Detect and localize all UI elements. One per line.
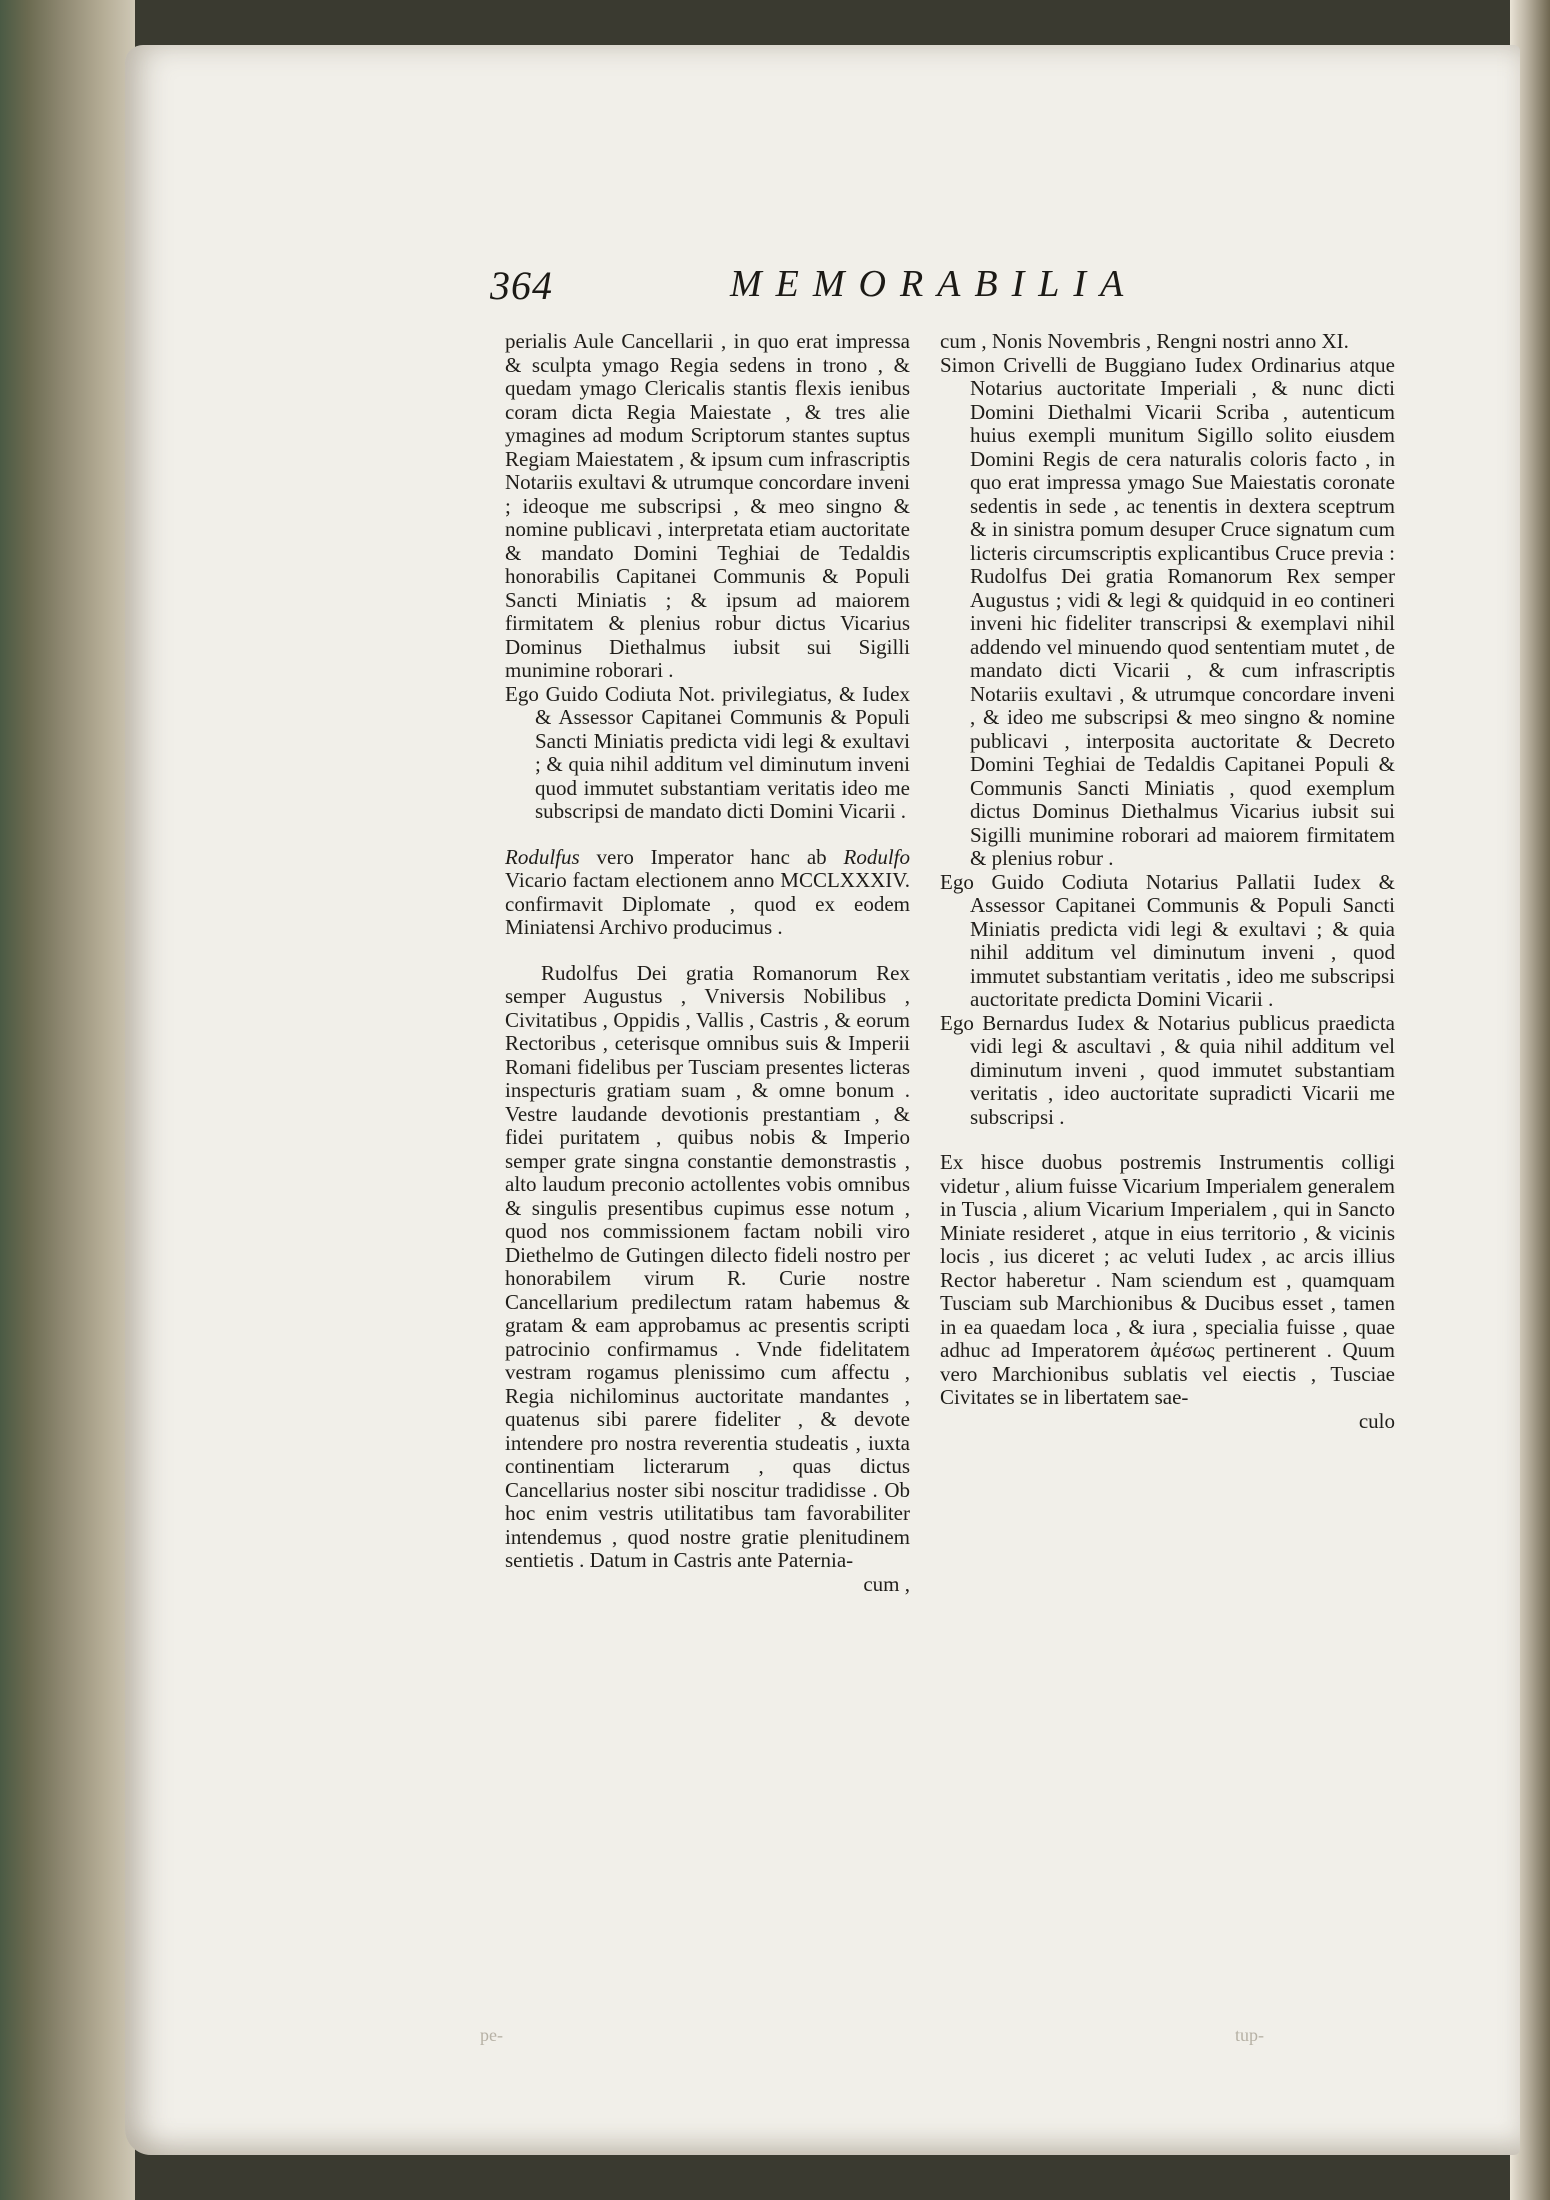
paragraph: cum , Nonis Novembris , Rengni nostri anno XI.: [940, 329, 1349, 353]
bleed-through-right: tup-: [1235, 2025, 1264, 2045]
page-number: 364: [490, 263, 553, 308]
catchword: cum ,: [863, 1571, 910, 1596]
catchword: culo: [1358, 1408, 1395, 1433]
bleed-through-left: pe-: [480, 2025, 503, 2045]
book-left-edge: [0, 0, 135, 2200]
paragraph: Ego Guido Codiuta Not. privilegiatus, & Iudex & Assessor Capitanei Communis & Populi Sancti Miniatis predicta vidi legi & exultavi ; & quia nihil additum vel diminutum inveni quod immutet substantiam veritatis ideo me subscripsi de mandato dicti Domini Vicarii .: [505, 681, 910, 823]
running-title: MEMORABILIA: [730, 263, 1138, 305]
left-column: [505, 330, 910, 1596]
paragraph: Simon Crivelli de Buggiano Iudex Ordinarius atque Notarius auctoritate Imperiali , & nunc dicti Domini Diethalmi Vicarii Scriba , autenticum huius exempli munitum Sigillo solito eiusdem Domini Regis de cera naturalis coloris facto , in quo erat impressa ymago Sue Maiestatis coronate sedentis in sede , ac tenentis in dextera sceptrum & in sinistra pomum desuper Cruce signatum cum licteris circumscriptis explicantibus Cruce previa : Rudolfus Dei gratia Romanorum Rex semper Augustus ; vidi & legi & quidquid in eo contineri inveni hic fideliter transcripsi & exemplavi nihil addendo vel minuendo quod sententiam mutet , de mandato dicti Vicarii , & cum infrascriptis Notariis exultavi , & utrumque concordare inveni , & ideo me subscripsi & meo singno & nomine publicavi , interposita auctoritate & Decreto Domini Teghiai de Tedaldis Capitanei Populi & Communis Sancti Miniatis , quod exemplum dictus Dominus Diethalmus Vicarius iubsit sui Sigilli munimine roborari ad maiorem firmitatem & plenius robur .: [940, 352, 1395, 870]
paragraph: Rodulfus vero Imperator hanc ab Rodulfo Vicario factam electionem anno MCCLXXXIV. confirmavit Diplomate , quod ex eodem Miniatensi Archivo producimus .: [505, 844, 910, 939]
right-column: [940, 330, 1395, 1433]
paragraph: Rudolfus Dei gratia Romanorum Rex semper Augustus , Vniversis Nobilibus , Civitatibus , Oppidis , Vallis , Castris , & eorum Rectoribus , ceterisque omnibus suis & Imperii Romani fidelibus per Tusciam presentes licteras inspecturis gratiam suam , & omne bonum . Vestre laudande devotionis prestantiam , & fidei puritatem , quibus nobis & Imperio semper grate singna constantie demonstrastis , alto laudum preconio actollentes vobis omnibus & singulis presentibus cupimus esse notum , quod nos commissionem factam nobili viro Diethelmo de Gutingen dilecto fideli nostro per honorabilem virum R. Curie nostre Cancellarium predilectum ratam habemus & gratam & eam approbamus ac presentis scripti patrocinio confirmamus . Vnde fidelitatem vestram rogamus plenissimo cum affectu , Regia nichilominus auctoritate mandantes , quatenus sibi parere fideliter , & devote intendere pro nostra reverentia studeatis , iuxta continentiam licterarum , quas dictus Cancellarius noster sibi noscitur tradidisse . Ob hoc enim vestris utilitatibus tam favorabiliter intendemus , quod nostre gratie plenitudinem sentietis . Datum in Castris ante Paternia-: [505, 960, 910, 1572]
italic-name: Rodulfo: [843, 844, 910, 869]
paragraph-gap: [505, 940, 910, 962]
paragraph: perialis Aule Cancellarii , in quo erat impressa & sculpta ymago Regia sedens in trono , & quedam ymago Clericalis stantis flexis ienibus coram dicta Regia Maiestate , & tres alie ymagines ad modum Scriptorum stantes suptus Regiam Maiestatem , & ipsum cum infrascriptis Notariis exultavi & utrumque concordare inveni ; ideoque me subscripsi , & meo singno & nomine publicavi , interpretata etiam auctoritate & mandato Domini Teghiai de Tedaldis honorabilis Capitanei Communis & Populi Sancti Miniatis ; & ipsum ad maiorem firmitatem & plenius robur dictus Vicarius Dominus Diethalmus iubsit sui Sigilli munimine roborari .: [505, 329, 910, 682]
italic-name: Rodulfus: [505, 844, 580, 869]
paragraph: Ego Bernardus Iudex & Notarius publicus praedicta vidi legi & ascultavi , & quia nihil additum vel diminutum inveni , quod immutet substantiam veritatis , ideo auctoritate supradicti Vicarii me subscripsi .: [940, 1010, 1395, 1129]
running-head: [490, 262, 1370, 312]
paragraph-gap: [940, 1129, 1395, 1151]
paragraph-gap: [505, 824, 910, 846]
paragraph: Ego Guido Codiuta Notarius Pallatii Iudex & Assessor Capitanei Communis & Populi Sancti Miniatis predicta vidi legi & exultavi ; & quia nihil additum vel diminutum inveni , quod immutet substantiam veritatis , ideo me subscripsi auctoritate predicta Domini Vicarii .: [940, 869, 1395, 1011]
paragraph: Ex hisce duobus postremis Instrumentis colligi videtur , alium fuisse Vicarium Imperialem generalem in Tuscia , alium Vicarium Imperialem , qui in Sancto Miniate resideret , atque in eius territorio , & vicinis locis , ius diceret ; ac veluti Iudex , ac arcis illius Rector haberetur . Nam sciendum est , quamquam Tusciam sub Marchionibus & Ducibus esset , tamen in ea quaedam loca , & iura , specialia fuisse , quae adhuc ad Imperatorem ἀμέσως pertinerent . Quum vero Marchionibus sublatis vel eiectis , Tusciae Civitates se in libertatem sae-: [940, 1150, 1395, 1409]
